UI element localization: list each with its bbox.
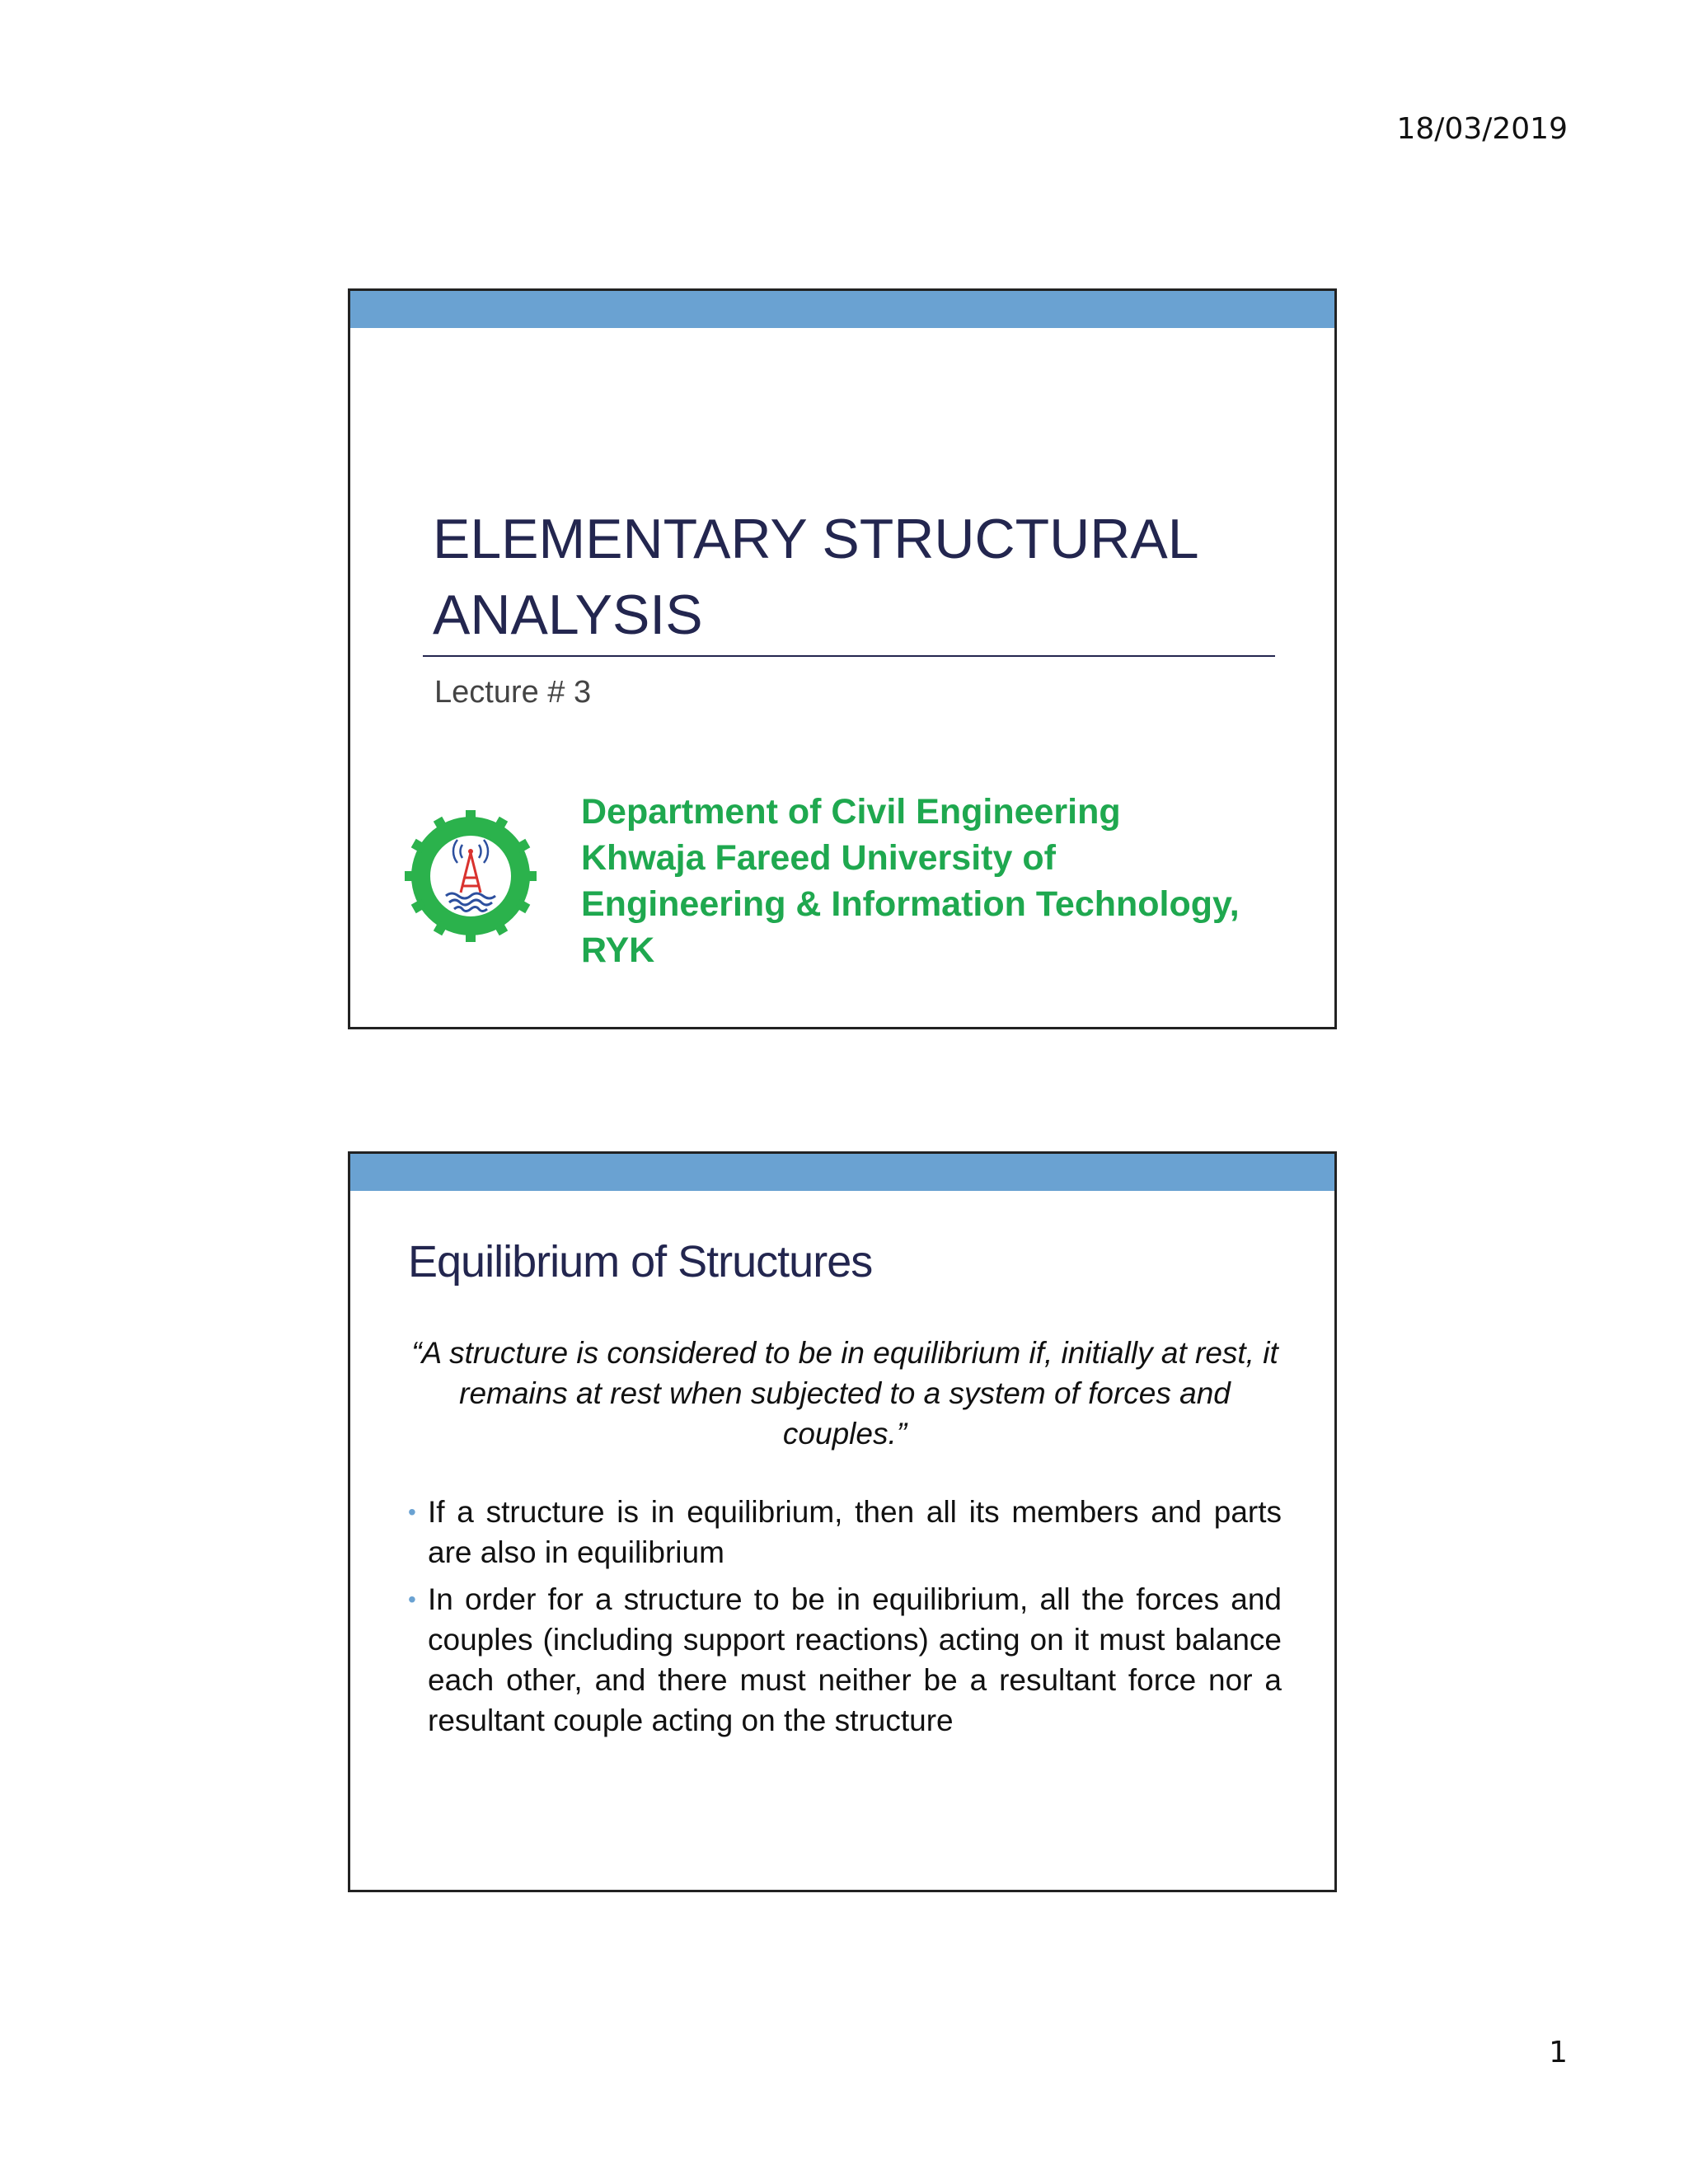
department-block (581, 789, 1323, 973)
department-line: Department of Civil Engineering (581, 792, 1121, 832)
definition-quote: “A structure is considered to be in equilibrium if, initially at rest, it remains at rest when subjected to a system of forces and couples.” (411, 1336, 1278, 1451)
title-line-2: ANALYSIS (433, 583, 703, 646)
seal-graphic (405, 810, 537, 942)
bullet-icon: • (408, 1499, 416, 1525)
title-divider (423, 655, 1275, 657)
slide-title: Equilibrium of Structures (408, 1237, 873, 1286)
lecture-subtitle: Lecture # 3 (434, 675, 592, 710)
bullet-text: If a structure is in equilibrium, then all its members and parts are also in equilibrium (428, 1495, 1282, 1569)
slide-header-bar (350, 291, 1334, 328)
bullet-text: In order for a structure to be in equilibrium, all the forces and couples (including support reactions) acting on it must balance each other, and there must neither be a resultant force nor a resultant couple acting on the structure (428, 1582, 1282, 1737)
list-item (408, 1492, 1282, 1572)
slide-header-bar (350, 1154, 1334, 1191)
city-line: RYK (581, 930, 655, 970)
university-seal-icon (405, 810, 537, 942)
title-slide (348, 288, 1337, 1029)
page-number: 1 (1549, 2036, 1568, 2069)
slide-title (433, 501, 1257, 653)
list-item (408, 1579, 1282, 1741)
bullet-icon: • (408, 1586, 416, 1612)
university-line-2: Engineering & Information Technology, (581, 884, 1240, 924)
page-date: 18/03/2019 (1396, 112, 1568, 146)
title-line-1: ELEMENTARY STRUCTURAL (433, 508, 1199, 570)
title-block (433, 501, 1257, 653)
bullet-list (408, 1492, 1282, 1747)
content-slide (348, 1151, 1337, 1892)
university-line-1: Khwaja Fareed University of (581, 838, 1056, 878)
